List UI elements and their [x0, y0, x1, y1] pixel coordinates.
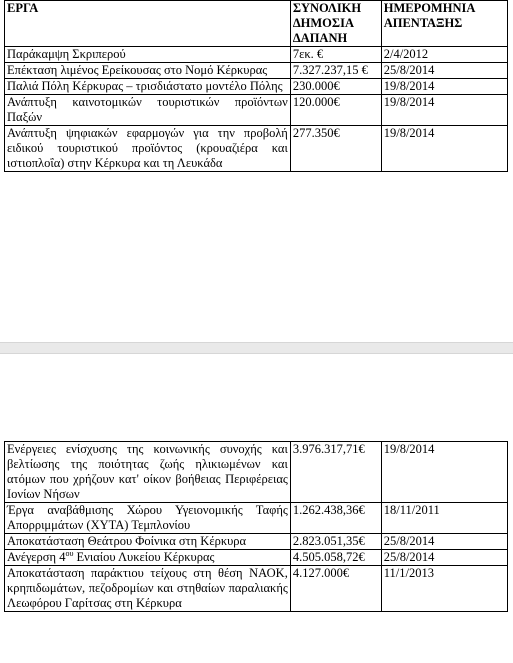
table-row — [5, 79, 508, 95]
cost-cell: 4.505.058,72€ — [290, 550, 381, 566]
date-cell: 2/4/2012 — [381, 47, 507, 63]
header-total-public-expenditure: ΣΥΝΟΛΙΚΗ ΔΗΜΟΣΙΑ ΔΑΠΑΝΗ — [290, 1, 381, 47]
date-cell: 19/8/2014 — [381, 95, 507, 126]
projects-table-1 — [4, 0, 508, 172]
date-cell: 25/8/2014 — [381, 550, 507, 566]
project-cell — [5, 550, 291, 566]
projects-table-2 — [4, 441, 508, 612]
table-row — [5, 95, 508, 126]
header-decommitment-date: ΗΜΕΡΟΜΗΝΙΑ ΑΠΕΝΤΑΞΗΣ — [381, 1, 507, 47]
table-row — [5, 550, 508, 566]
project-cell: Ανάπτυξη ψηφιακών εφαρμογών για την προβολή ειδικού τουριστικού προϊόντος (κρουαζιέρα και ιστιοπλοΐα) στην Κέρκυρα και τη Λευκάδα — [5, 126, 291, 172]
project-cell: Αποκατάσταση Θεάτρου Φοίνικα στη Κέρκυρα — [5, 534, 291, 550]
cost-cell: 3.976.317,71€ — [290, 442, 381, 503]
cost-cell: 7εκ. € — [290, 47, 381, 63]
cost-cell: 277.350€ — [290, 126, 381, 172]
table-row — [5, 126, 508, 172]
table-row — [5, 47, 508, 63]
date-cell: 11/1/2013 — [381, 566, 507, 612]
table-row — [5, 63, 508, 79]
date-cell: 25/8/2014 — [381, 534, 507, 550]
cost-cell: 120.000€ — [290, 95, 381, 126]
project-cell: Παλιά Πόλη Κέρκυρας – τρισδιάστατο μοντέλο Πόλης — [5, 79, 291, 95]
table-row — [5, 566, 508, 612]
project-cell: Αποκατάσταση παράκτιου τείχους στη θέση ΝΑΟΚ, κρηπιδωμάτων, πεζοδρομίων και στηθαίων παραλιακής Λεωφόρου Γαρίτσας στη Κέρκυρα — [5, 566, 291, 612]
header-projects: ΕΡΓΑ — [5, 1, 291, 47]
project-cell: Ανάπτυξη καινοτομικών τουριστικών προϊόντων Παξών — [5, 95, 291, 126]
date-cell: 18/11/2011 — [381, 503, 507, 534]
table-header-row — [5, 1, 508, 47]
date-cell: 19/8/2014 — [381, 79, 507, 95]
cost-cell: 1.262.438,36€ — [290, 503, 381, 534]
project-text-prefix: Ανέγερση 4 — [7, 550, 66, 564]
project-text-suffix: Ενιαίου Λυκείου Κέρκυρας — [73, 550, 215, 564]
table-row — [5, 534, 508, 550]
project-cell: Έργα αναβάθμισης Χώρου Υγειονομικής Ταφής Απορριμμάτων (ΧΥΤΑ) Τεμπλονίου — [5, 503, 291, 534]
ordinal-superscript: ου — [65, 548, 74, 558]
project-cell: Ενέργειες ενίσχυσης της κοινωνικής συνοχής και βελτίωσης της ποιότητας ζωής ηλικιωμένων και ατόμων που χρήζουν κατ' οίκον βοήθειας Περιφέρειας Ιονίων Νήσων — [5, 442, 291, 503]
project-cell: Επέκταση λιμένος Ερείκουσας στο Νομό Κέρκυρας — [5, 63, 291, 79]
document-page-2 — [0, 354, 513, 663]
table-row — [5, 442, 508, 503]
date-cell: 19/8/2014 — [381, 126, 507, 172]
cost-cell: 2.823.051,35€ — [290, 534, 381, 550]
page-break-gap — [0, 342, 513, 354]
cost-cell: 7.327.237,15 € — [290, 63, 381, 79]
date-cell: 25/8/2014 — [381, 63, 507, 79]
cost-cell: 4.127.000€ — [290, 566, 381, 612]
table-row — [5, 503, 508, 534]
project-cell: Παράκαμψη Σκριπερού — [5, 47, 291, 63]
cost-cell: 230.000€ — [290, 79, 381, 95]
date-cell: 19/8/2014 — [381, 442, 507, 503]
